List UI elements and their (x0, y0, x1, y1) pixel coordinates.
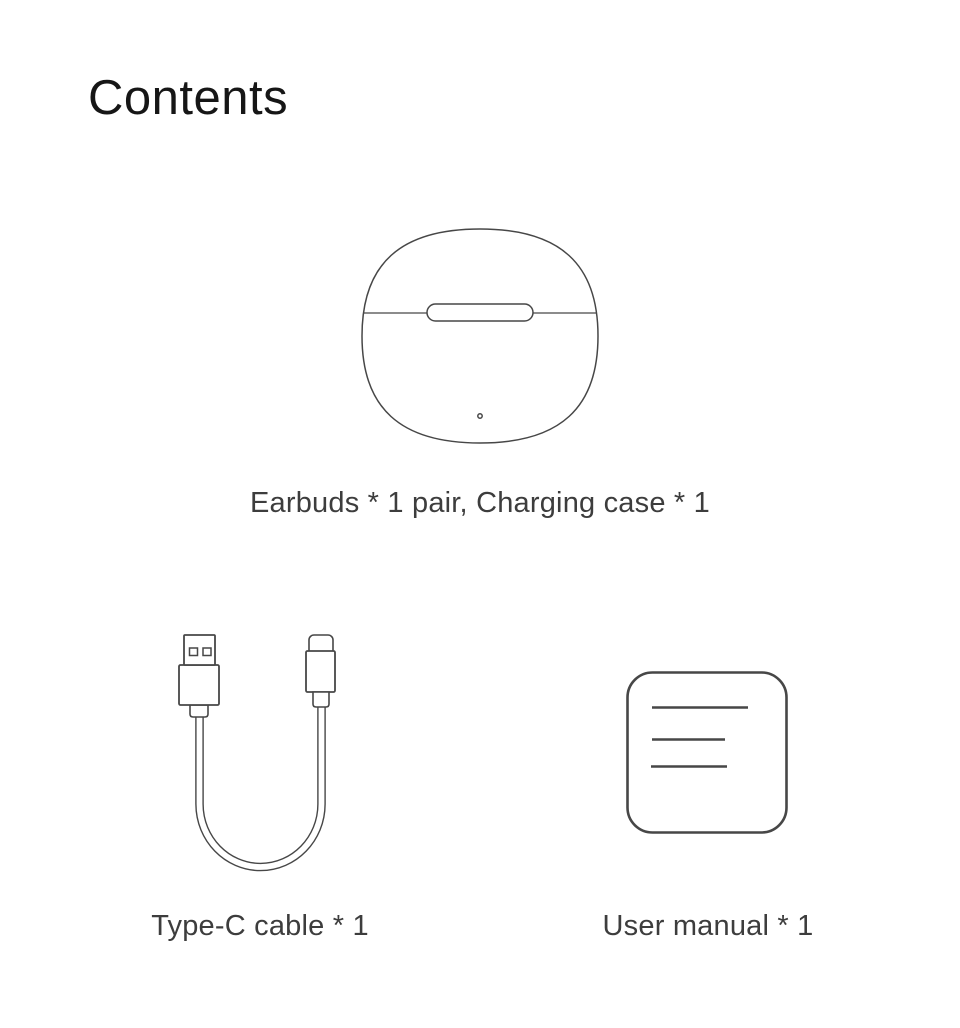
usb-c-body (306, 651, 335, 692)
case-outline (362, 229, 598, 443)
usb-a-pin-hole-left (190, 648, 198, 656)
usb-a-strain-relief (190, 705, 208, 717)
item-caption-type-c-cable: Type-C cable * 1 (151, 910, 369, 942)
page-title: Contents (88, 71, 289, 125)
user-manual-icon (625, 670, 791, 836)
charging-case-illustration (358, 226, 602, 446)
usb-a-body (179, 665, 219, 705)
usb-cable-icon (168, 624, 348, 886)
cable-core (200, 698, 322, 867)
usb-c-strain-relief (313, 692, 329, 707)
charging-case-icon (358, 226, 602, 446)
usb-a-pin-hole-right (203, 648, 211, 656)
type-c-cable-illustration (168, 624, 348, 886)
case-led-dot (478, 414, 482, 418)
item-caption-user-manual: User manual * 1 (602, 910, 814, 942)
user-manual-illustration (625, 670, 791, 836)
manual-cover-outline (628, 673, 787, 833)
cable-outline (200, 698, 322, 867)
item-caption-earbuds-case: Earbuds * 1 pair, Charging case * 1 (250, 487, 710, 519)
case-hinge-pill (427, 304, 533, 321)
